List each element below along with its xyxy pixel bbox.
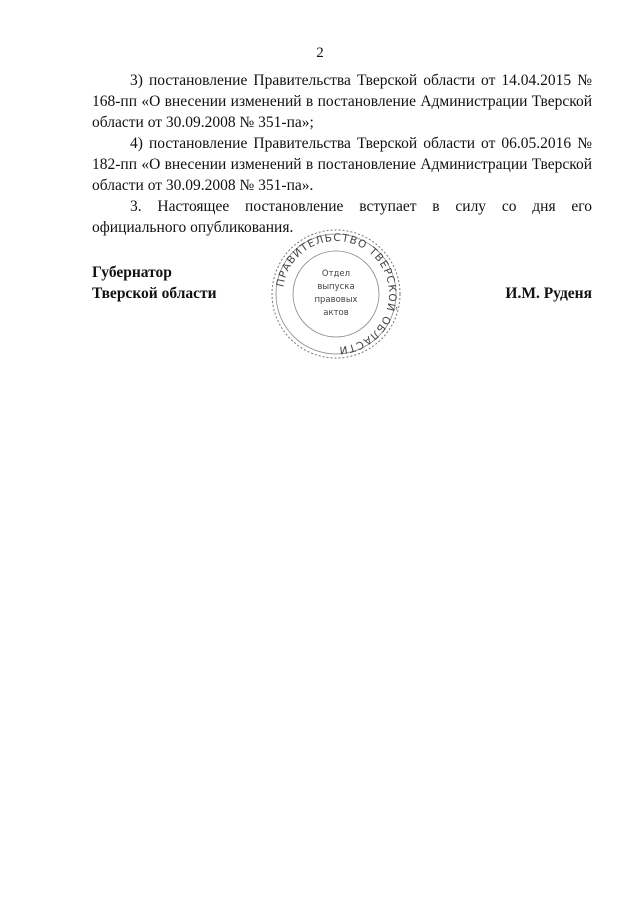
paragraph-item-4: 4) постановление Правительства Тверской области от 06.05.2016 № 182-пп «О внесении изменений в постановление Администрации Тверской области от 30.09.2008 № 351-па». [92,135,592,194]
signatory-title-line1: Губернатор [92,264,172,281]
page-number: 2 [316,45,324,61]
stamp-center-line4: актов [323,308,349,318]
official-stamp [268,226,404,362]
document-body [92,70,592,238]
stamp-outer-ring [272,230,400,358]
signatory-name: И.М. Руденя [505,285,592,302]
signatory-title-line2: Тверской области [92,285,217,302]
paragraph-effective-date: 3. Настоящее постановление вступает в силу со дня его официального опубликования. [92,198,592,236]
stamp-ring-text: ПРАВИТЕЛЬСТВО ТВЕРСКОЙ ОБЛАСТИ [274,231,399,357]
stamp-inner-ring [293,251,379,337]
stamp-center-line1: Отдел [321,269,351,279]
stamp-center-line3: правовых [314,295,358,305]
paragraph-item-3: 3) постановление Правительства Тверской области от 14.04.2015 № 168-пп «О внесении изменений в постановление Администрации Тверской области от 30.09.2008 № 351-па»; [92,72,592,131]
stamp-center-line2: выпуска [317,282,355,292]
signatory-title [92,262,217,304]
